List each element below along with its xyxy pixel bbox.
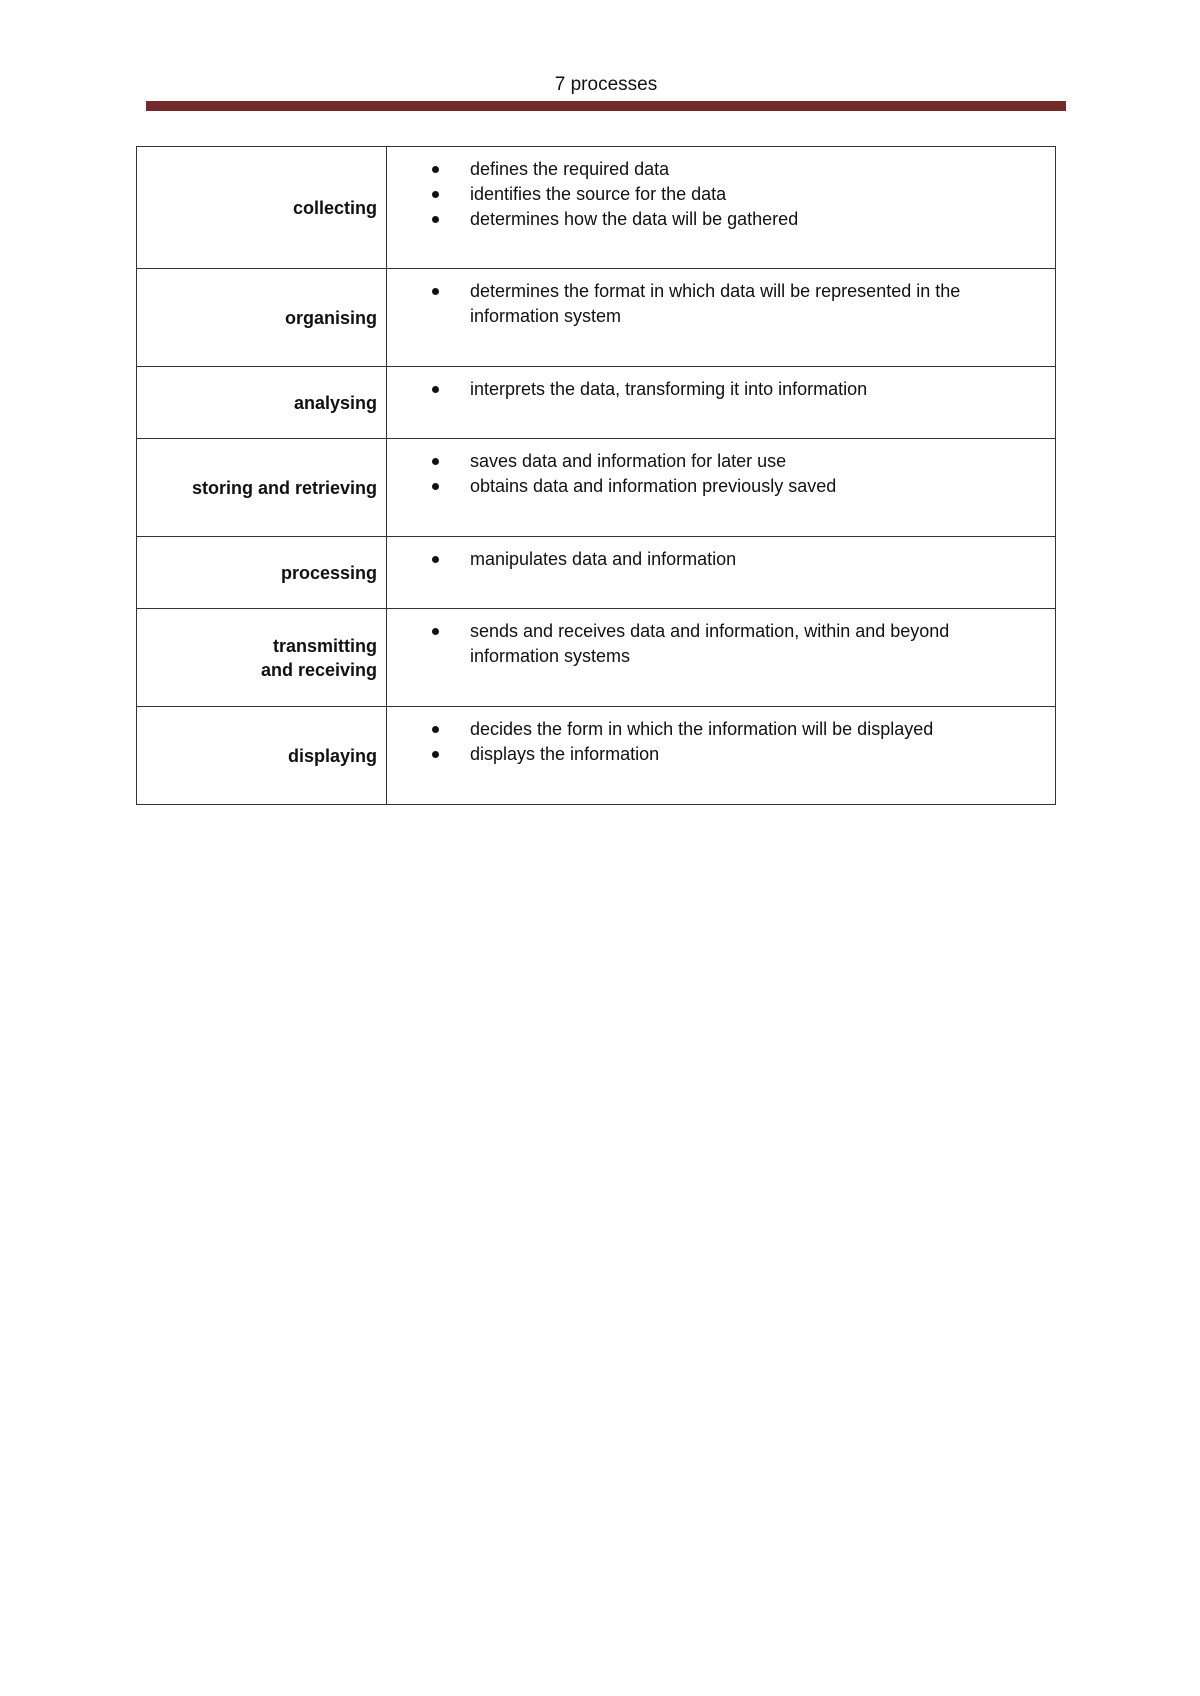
table-row	[137, 609, 1056, 707]
bullet-icon	[432, 726, 439, 733]
list-item-text: sends and receives data and information, within and beyond information systems	[470, 621, 950, 666]
list-item-text: saves data and information for later use	[470, 451, 787, 471]
description-list	[387, 147, 1055, 232]
header-rule	[146, 101, 1066, 111]
list-item-text: determines how the data will be gathered	[470, 209, 799, 229]
description-list	[387, 537, 1055, 572]
list-item-text: determines the format in which data will be represented in the information system	[470, 281, 961, 326]
process-name: analysing	[293, 392, 377, 413]
process-description-cell	[387, 707, 1056, 805]
process-name-cell	[137, 537, 387, 609]
table-row	[137, 367, 1056, 439]
table-row	[137, 439, 1056, 537]
list-item	[387, 474, 1055, 499]
bullet-icon	[432, 288, 439, 295]
bullet-icon	[432, 556, 439, 563]
bullet-icon	[432, 751, 439, 758]
list-item-text: defines the required data	[470, 159, 670, 179]
description-list	[387, 707, 1055, 767]
bullet-icon	[432, 191, 439, 198]
process-name-cell	[137, 367, 387, 439]
list-item-text: interprets the data, transforming it into information	[470, 379, 868, 399]
process-description-cell	[387, 367, 1056, 439]
process-description-cell	[387, 609, 1056, 707]
list-item-text: obtains data and information previously saved	[470, 476, 837, 496]
process-description-cell	[387, 439, 1056, 537]
list-item-text: manipulates data and information	[470, 549, 737, 569]
table-row	[137, 707, 1056, 805]
list-item	[387, 449, 1055, 474]
bullet-icon	[432, 483, 439, 490]
table-row	[137, 537, 1056, 609]
list-item	[387, 619, 1055, 669]
bullet-icon	[432, 628, 439, 635]
description-list	[387, 367, 1055, 402]
description-list	[387, 609, 1055, 669]
process-name: storing and retrieving	[191, 477, 377, 498]
list-item	[387, 207, 1055, 232]
bullet-icon	[432, 458, 439, 465]
list-item	[387, 157, 1055, 182]
list-item	[387, 377, 1055, 402]
process-name-cell	[137, 269, 387, 367]
bullet-icon	[432, 166, 439, 173]
list-item	[387, 717, 1055, 742]
list-item	[387, 182, 1055, 207]
process-description-cell	[387, 269, 1056, 367]
list-item	[387, 547, 1055, 572]
list-item	[387, 742, 1055, 767]
list-item	[387, 279, 1055, 329]
page-title: 7 processes	[554, 74, 658, 95]
process-name: collecting	[292, 197, 377, 218]
process-name-cell	[137, 707, 387, 805]
process-description-cell	[387, 537, 1056, 609]
process-name-line: transmitting	[272, 635, 377, 656]
process-name: displaying	[287, 745, 377, 766]
process-name: processing	[280, 562, 377, 583]
process-name-line: and receiving	[260, 659, 377, 680]
table-row	[137, 147, 1056, 269]
process-name: organising	[284, 307, 377, 328]
processes-table	[136, 146, 1056, 805]
process-name-cell	[137, 609, 387, 707]
list-item-text: decides the form in which the information will be displayed	[470, 719, 934, 739]
description-list	[387, 269, 1055, 329]
table-row	[137, 269, 1056, 367]
list-item-text: identifies the source for the data	[470, 184, 727, 204]
process-description-cell	[387, 147, 1056, 269]
list-item-text: displays the information	[470, 744, 660, 764]
process-name-cell	[137, 147, 387, 269]
bullet-icon	[432, 386, 439, 393]
bullet-icon	[432, 216, 439, 223]
description-list	[387, 439, 1055, 499]
process-name-cell	[137, 439, 387, 537]
